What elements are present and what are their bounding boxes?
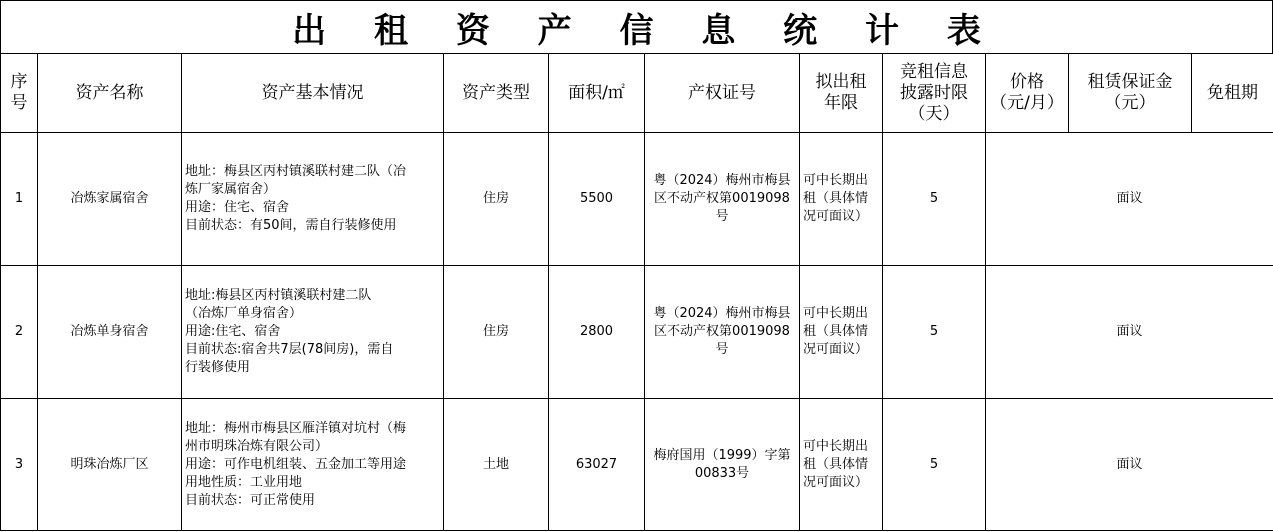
cell-cert[interactable]: 梅府国用（1999）字第00833号	[645, 399, 800, 531]
header-days[interactable]: 竞租信息 披露时限 （天）	[883, 54, 986, 133]
header-price[interactable]: 价格 （元/月）	[986, 54, 1069, 133]
asset-table	[0, 53, 1273, 531]
cell-type[interactable]: 土地	[444, 399, 549, 531]
header-name[interactable]: 资产名称	[38, 54, 182, 133]
header-basic[interactable]: 资产基本情况	[182, 54, 444, 133]
cell-basic[interactable]: 地址：梅县区丙村镇溪联村建二队（冶 炼厂家属宿舍） 用途：住宅、宿舍 目前状态：有50间，需自行装修使用	[182, 133, 444, 266]
header-term[interactable]: 拟出租 年限	[800, 54, 883, 133]
cell-cert[interactable]: 粤（2024）梅州市梅县区不动产权第0019098号	[645, 266, 800, 399]
header-cert[interactable]: 产权证号	[645, 54, 800, 133]
header-row	[1, 54, 1273, 133]
cell-term[interactable]: 可中长期出租（具体情况可面议）	[800, 399, 883, 531]
header-type[interactable]: 资产类型	[444, 54, 549, 133]
header-seq[interactable]: 序 号	[1, 54, 38, 133]
cell-seq[interactable]: 1	[1, 133, 38, 266]
cell-basic[interactable]: 地址：梅州市梅县区雁洋镇对坑村（梅 州市明珠冶炼有限公司） 用途：可作电机组装、五金加工等用途 用地性质：工业用地 目前状态：可正常使用	[182, 399, 444, 531]
cell-type[interactable]: 住房	[444, 133, 549, 266]
cell-days[interactable]: 5	[883, 399, 986, 531]
cell-name[interactable]: 明珠冶炼厂区	[38, 399, 182, 531]
cell-days[interactable]: 5	[883, 266, 986, 399]
table-row	[1, 133, 1273, 266]
cell-term[interactable]: 可中长期出租（具体情况可面议）	[800, 266, 883, 399]
cell-price-merged[interactable]: 面议	[986, 399, 1273, 531]
cell-price-merged[interactable]: 面议	[986, 133, 1273, 266]
cell-type[interactable]: 住房	[444, 266, 549, 399]
cell-price-merged[interactable]: 面议	[986, 266, 1273, 399]
header-deposit[interactable]: 租赁保证金 （元）	[1069, 54, 1192, 133]
cell-cert[interactable]: 粤（2024）梅州市梅县区不动产权第0019098号	[645, 133, 800, 266]
table-row	[1, 399, 1273, 531]
cell-term[interactable]: 可中长期出租（具体情况可面议）	[800, 133, 883, 266]
cell-seq[interactable]: 2	[1, 266, 38, 399]
header-area[interactable]: 面积/㎡	[549, 54, 645, 133]
table-row	[1, 266, 1273, 399]
title-bar	[0, 0, 1273, 53]
table-title: 出 租 资 产 信 息 统 计 表	[292, 10, 999, 51]
cell-seq[interactable]: 3	[1, 399, 38, 531]
cell-area[interactable]: 5500	[549, 133, 645, 266]
cell-name[interactable]: 冶炼单身宿舍	[38, 266, 182, 399]
cell-area[interactable]: 2800	[549, 266, 645, 399]
header-free[interactable]: 免租期	[1192, 54, 1273, 133]
cell-basic[interactable]: 地址:梅县区丙村镇溪联村建二队 （冶炼厂单身宿舍） 用途:住宅、宿舍 目前状态:宿舍共7层(78间房)，需自 行装修使用	[182, 266, 444, 399]
cell-name[interactable]: 冶炼家属宿舍	[38, 133, 182, 266]
cell-area[interactable]: 63027	[549, 399, 645, 531]
cell-days[interactable]: 5	[883, 133, 986, 266]
